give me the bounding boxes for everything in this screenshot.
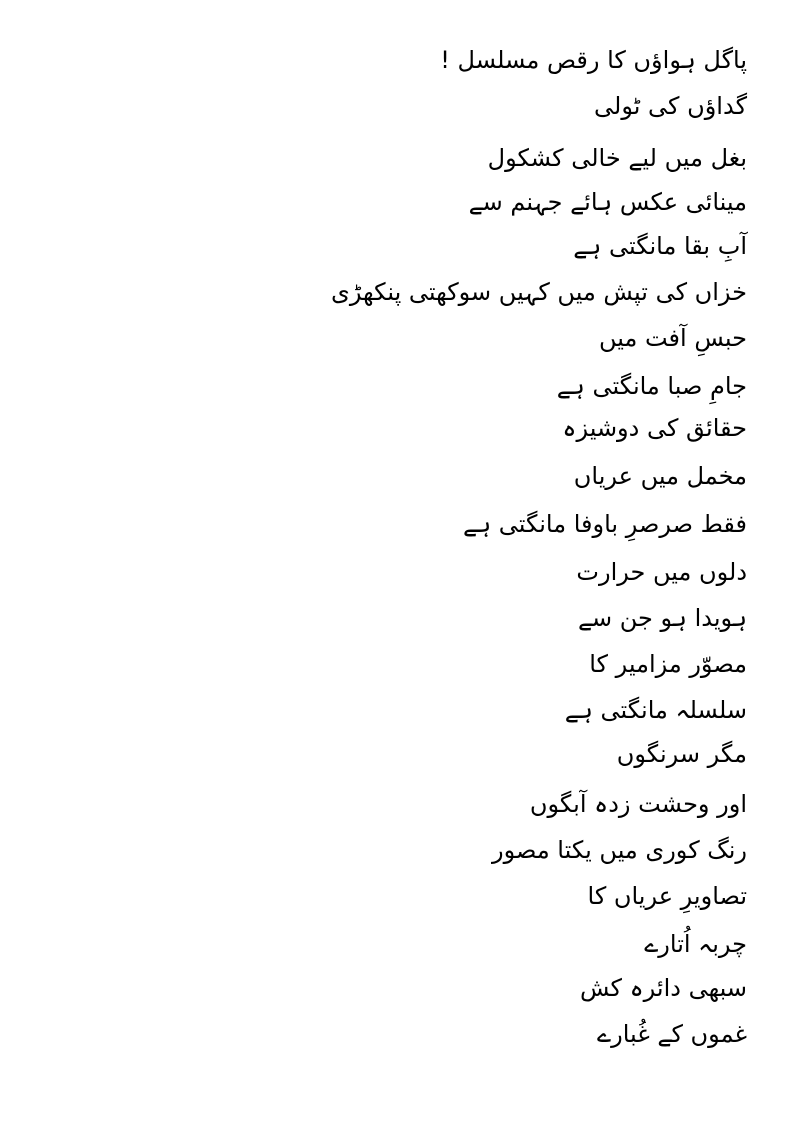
poem-line-13: ہویدا ہو جن سے [577, 604, 747, 632]
poem-line-1: پاگل ہواؤں کا رقص مسلسل ! [440, 46, 747, 74]
poem-line-7: حبسِ آفت میں [598, 324, 747, 352]
poem-line-2: گداؤں کی ٹولی [594, 92, 747, 120]
poem-line-17: اور وحشت زدہ آبگوں [529, 790, 747, 818]
poem-line-16: مگر سرنگوں [616, 740, 747, 768]
poem-line-10: مخمل میں عریاں [573, 462, 747, 490]
poem-line-22: غموں کے غُبارے [597, 1020, 747, 1048]
poem-line-5: آبِ بقا مانگتی ہے [573, 232, 747, 260]
poem-line-6: خزاں کی تپش میں کہیں سوکھتی پنکھڑی [331, 278, 747, 306]
poem-line-19: تصاویرِ عریاں کا [587, 882, 747, 910]
poem-line-8: جامِ صبا مانگتی ہے [556, 372, 747, 400]
poem-line-21: سبھی دائرہ کش [579, 974, 747, 1002]
poem-line-12: دلوں میں حرارت [576, 558, 747, 586]
poem-line-20: چربہ اُتارے [644, 930, 747, 958]
poem-line-15: سلسلہ مانگتی ہے [564, 696, 747, 724]
poem-line-3: بغل میں لیے خالی کشکول [487, 144, 747, 172]
poem-line-14: مصوّر مزامیر کا [589, 650, 747, 678]
poem-line-18: رنگ کوری میں یکتا مصور [492, 836, 747, 864]
poem-line-4: مینائی عکس ہائے جہنم سے [468, 188, 747, 216]
poem-line-9: حقائق کی دوشیزہ [562, 414, 747, 442]
poem-line-11: فقط صرصرِ باوفا مانگتی ہے [463, 510, 747, 538]
